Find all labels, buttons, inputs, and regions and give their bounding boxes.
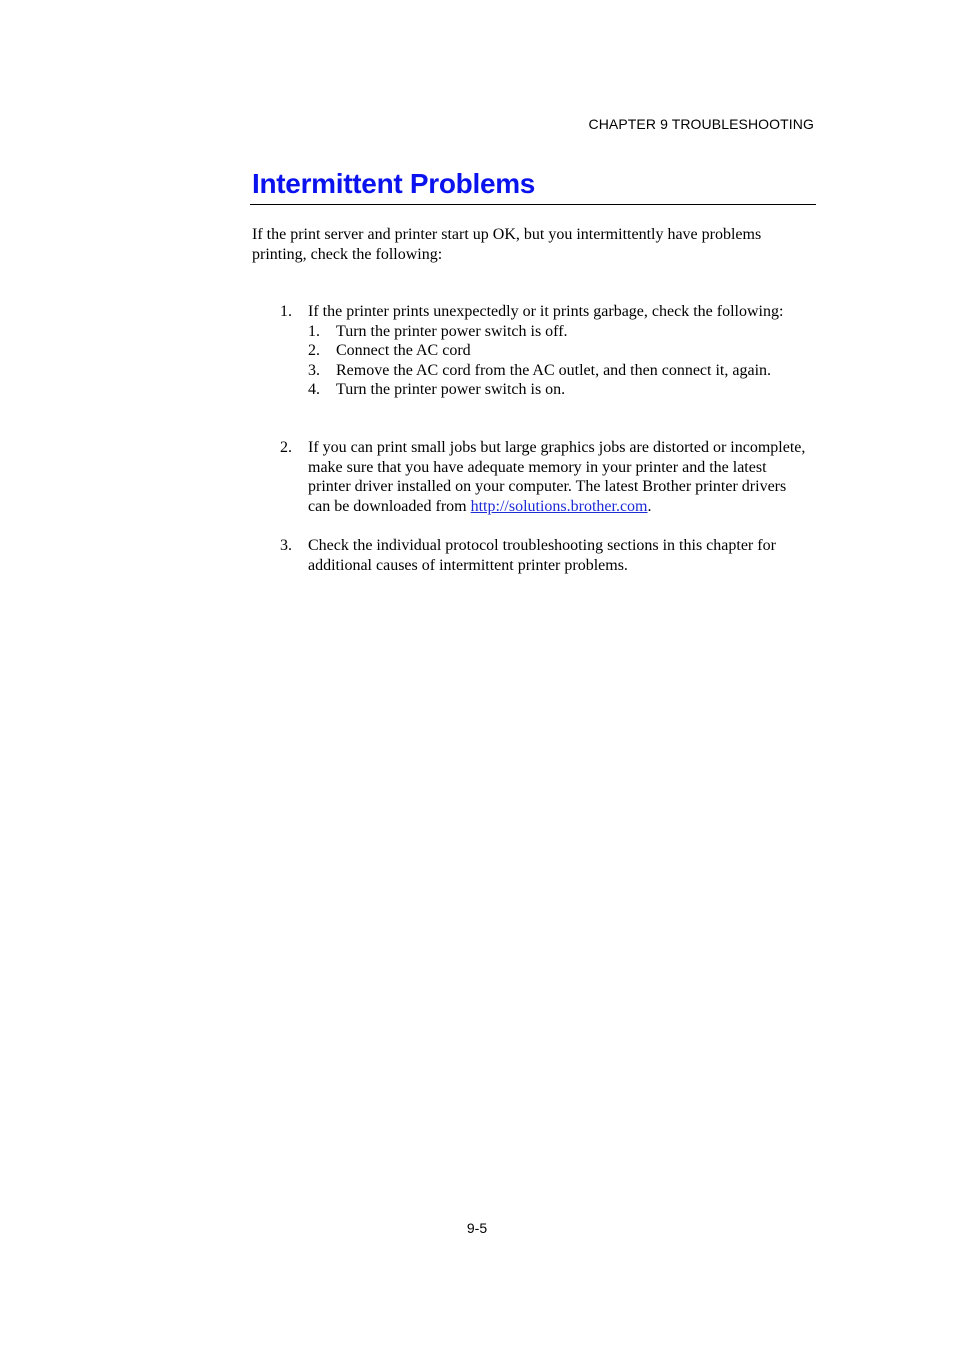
page-number: 9-5	[466, 1220, 488, 1236]
intro-paragraph: If the print server and printer start up OK, but you intermittently have problems printing, check the following:	[252, 226, 762, 263]
title-divider	[250, 204, 816, 205]
sub-step-number: 3.	[308, 361, 320, 379]
sub-step	[308, 322, 810, 342]
list-item-text: If the printer prints unexpectedly or it prints garbage, check the following:	[308, 303, 784, 320]
sub-step	[308, 361, 810, 381]
list-item-text: Check the individual protocol troubleshooting sections in this chapter for additional causes of intermittent printer problems.	[308, 537, 776, 574]
sub-steps-list	[308, 322, 810, 400]
sub-step-number: 1.	[308, 322, 320, 340]
list-item-1	[280, 302, 810, 400]
sub-step-number: 4.	[308, 381, 320, 398]
sub-step	[308, 380, 810, 400]
list-item-number: 2.	[280, 439, 292, 456]
page-title: Intermittent Problems	[252, 168, 536, 199]
sub-step-number: 2.	[308, 342, 320, 359]
list-item-2	[280, 438, 810, 516]
running-header: CHAPTER 9 TROUBLESHOOTING	[588, 116, 814, 132]
list-item-text-start: If you can print small jobs but large graphics jobs are distorted or incomplete, make sure that you have adequate memory in your printer and the latest printer driver installed on your computer. The latest Brother printer drivers can be downloaded from	[308, 439, 806, 515]
sub-step-text: Turn the printer power switch is on.	[336, 381, 566, 398]
sub-step-text: Remove the AC cord from the AC outlet, and then connect it, again.	[336, 361, 772, 379]
sub-step-text: Connect the AC cord	[336, 342, 471, 359]
list-item-number: 3.	[280, 537, 292, 554]
list-item-text-end: .	[647, 497, 652, 515]
list-item-text	[308, 438, 810, 516]
list-item-3	[280, 536, 810, 575]
sub-step	[308, 341, 810, 361]
sub-step-text: Turn the printer power switch is off.	[336, 322, 568, 340]
brother-solutions-link[interactable]: http://solutions.brother.com	[470, 497, 648, 515]
list-item-number: 1.	[280, 303, 292, 320]
